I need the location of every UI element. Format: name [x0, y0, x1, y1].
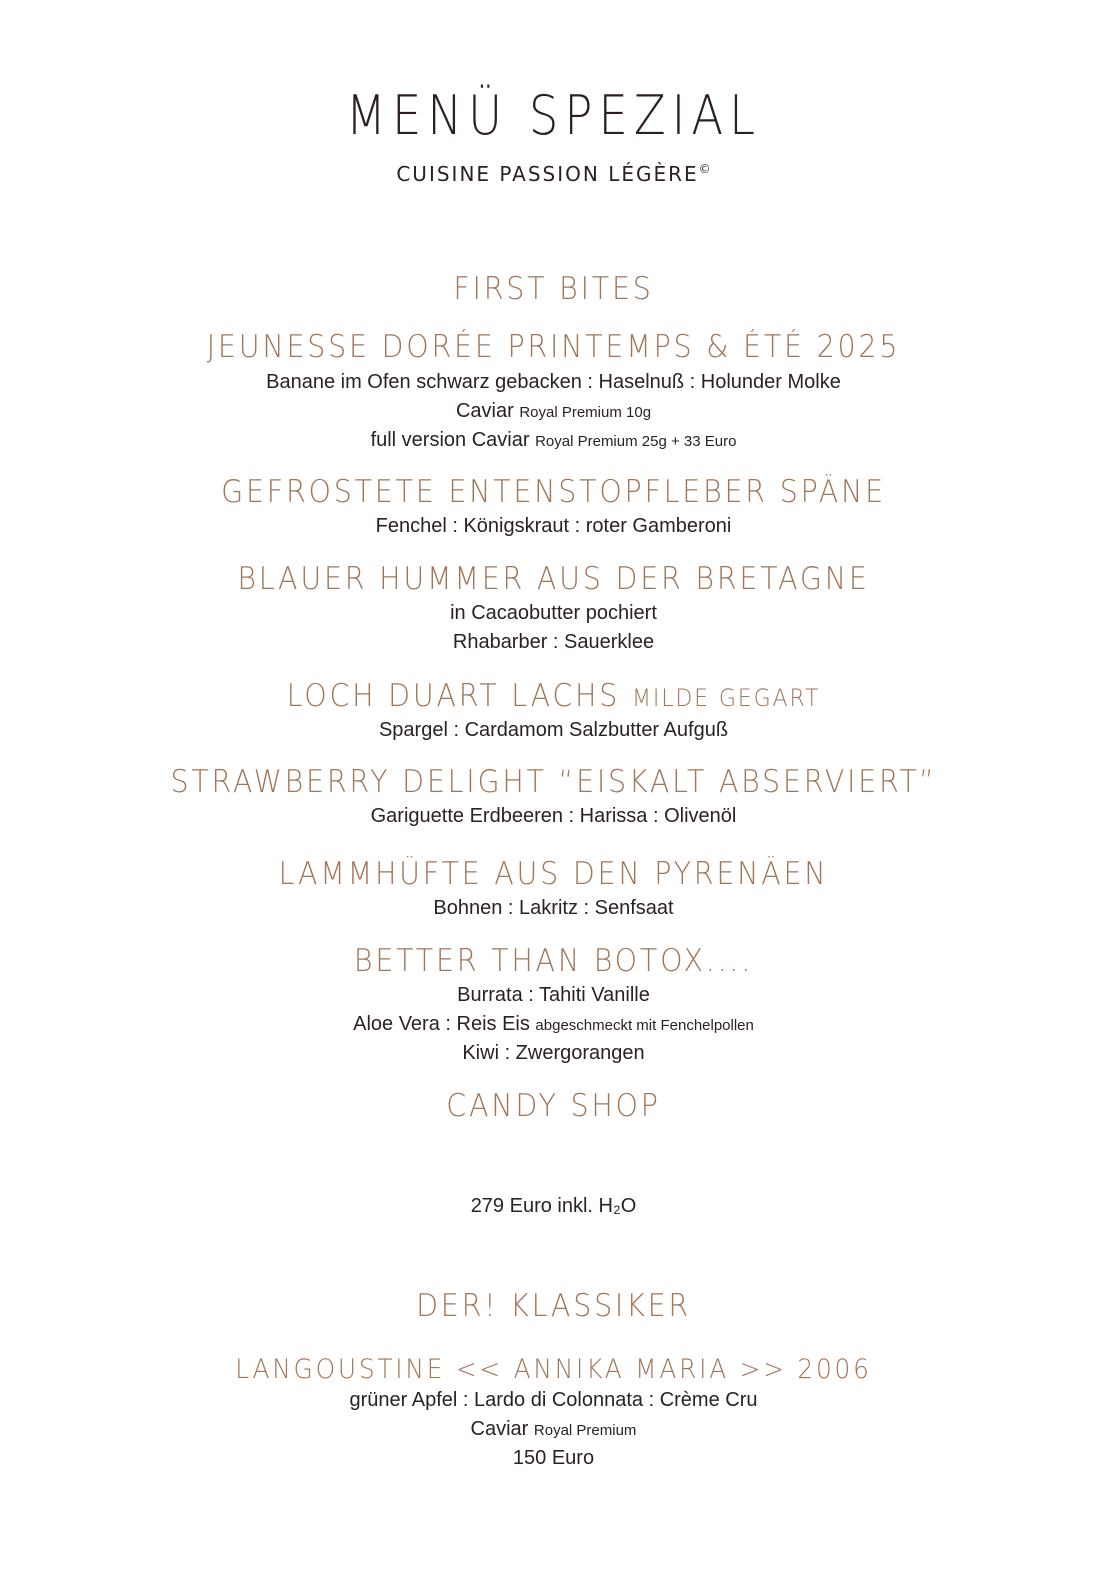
klassiker-line2 — [0, 1415, 1107, 1445]
course-botox-line2 — [0, 1010, 1107, 1040]
section-klassiker: DER! KLASSIKER — [416, 1288, 691, 1324]
course-lachs-title — [44, 677, 1062, 717]
course-lachs-line1: Spargel : Cardamom Salzbutter Aufguß — [378, 719, 729, 741]
course-jeunesse-line2 — [0, 397, 1107, 427]
klassiker-caviar-label: Caviar — [470, 1418, 529, 1440]
course-botox-title: BETTER THAN BOTOX.... — [353, 943, 754, 979]
caviar-detail: Royal Premium 10g — [519, 404, 652, 421]
course-strawberry-line1: Gariguette Erdbeeren : Harissa : Olivenöl — [370, 805, 737, 827]
lachs-title-small: MILDE GEGART — [631, 684, 821, 712]
menu-price: 279 Euro inkl. H₂O — [470, 1195, 637, 1217]
course-strawberry-title: STRAWBERRY DELIGHT “EISKALT ABSERVIERT” — [170, 764, 937, 800]
klassiker-item-title: LANGOUSTINE << ANNIKA MARIA >> 2006 — [235, 1354, 872, 1385]
section-first-bites: FIRST BITES — [453, 271, 654, 307]
course-candy-title: CANDY SHOP — [446, 1088, 661, 1124]
caviar-label: Caviar — [455, 400, 514, 422]
aloe-vera-label: Aloe Vera : Reis Eis — [353, 1013, 530, 1035]
klassiker-caviar-detail: Royal Premium — [533, 1422, 637, 1439]
course-jeunesse-line1: Banane im Ofen schwarz gebacken : Haselnuß : Holunder Molke — [266, 371, 841, 393]
caviar-full-detail: Royal Premium 25g + 33 Euro — [535, 433, 737, 450]
course-lamm-line1: Bohnen : Lakritz : Senfsaat — [433, 897, 674, 919]
klassiker-line1: grüner Apfel : Lardo di Colonnata : Crème Cru — [349, 1389, 758, 1411]
caviar-full-label: full version Caviar — [370, 429, 530, 451]
course-botox-line1: Burrata : Tahiti Vanille — [457, 984, 650, 1006]
course-hummer-line2: Rhabarber : Sauerklee — [452, 631, 655, 653]
page-title: MENÜ SPEZIAL — [345, 84, 762, 147]
page-subtitle — [0, 156, 1107, 187]
lachs-title-main: LOCH DUART LACHS — [286, 678, 621, 714]
course-jeunesse-title: JEUNESSE DORÉE PRINTEMPS & ÉTÉ 2025 — [206, 329, 901, 365]
subtitle-text: CUISINE PASSION LÉGÈRE — [396, 162, 699, 186]
course-jeunesse-line3 — [0, 426, 1107, 456]
course-lamm-title: LAMMHÜFTE AUS DEN PYRENÄEN — [278, 856, 829, 892]
course-gefrostete-line1: Fenchel : Königskraut : roter Gamberoni — [375, 515, 732, 537]
course-hummer-line1: in Cacaobutter pochiert — [450, 602, 657, 624]
klassiker-price: 150 Euro — [512, 1447, 595, 1469]
copyright-mark: © — [698, 162, 711, 176]
course-botox-line3: Kiwi : Zwergorangen — [462, 1042, 645, 1064]
course-gefrostete-title: GEFROSTETE ENTENSTOPFLEBER SPÄNE — [221, 474, 886, 510]
course-hummer-title: BLAUER HUMMER AUS DER BRETAGNE — [237, 561, 870, 597]
aloe-vera-detail: abgeschmeckt mit Fenchelpollen — [535, 1017, 754, 1034]
